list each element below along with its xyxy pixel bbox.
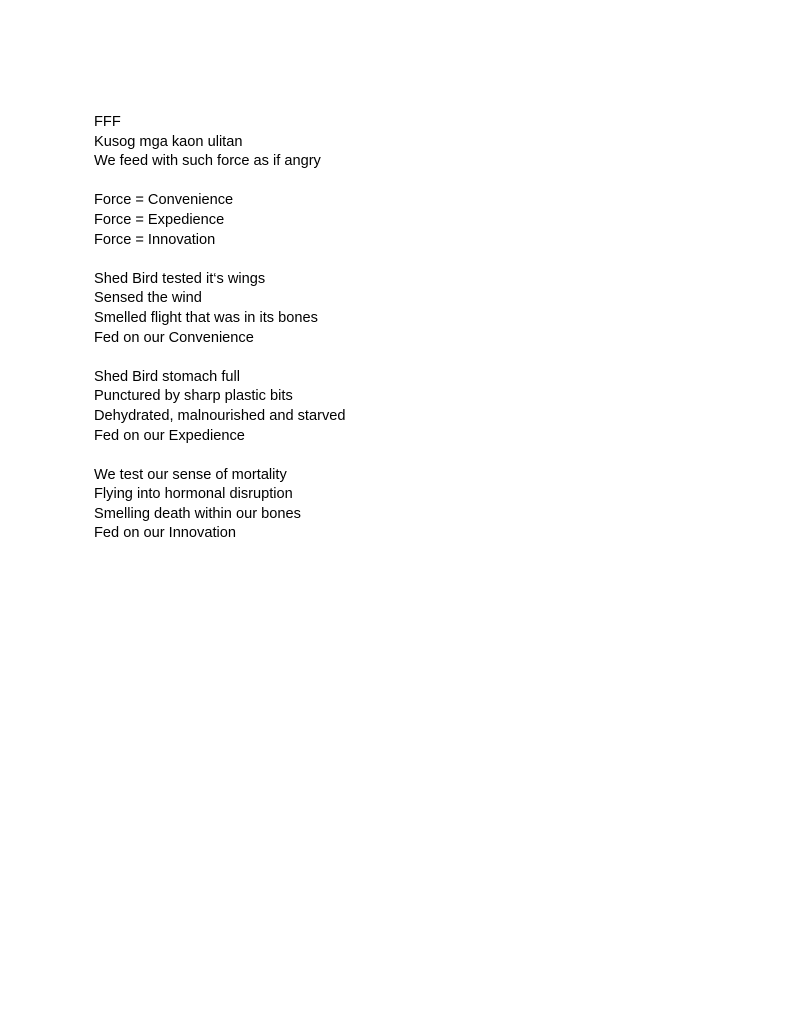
stanza-2 <box>94 191 734 250</box>
poem-line: Fed on our Expedience <box>94 427 245 444</box>
poem-line: Dehydrated, malnourished and starved <box>94 407 346 424</box>
poem-line: Force = Convenience <box>94 192 234 209</box>
poem-line: We test our sense of mortality <box>94 466 287 483</box>
stanza-4 <box>94 368 734 446</box>
poem-line: Sensed the wind <box>94 290 202 307</box>
poem-line: Force = Expedience <box>94 211 225 228</box>
poem-line: Smelling death within our bones <box>94 505 301 522</box>
poem-line: We feed with such force as if angry <box>94 153 321 170</box>
poem-line: Smelled flight that was in its bones <box>94 309 318 326</box>
poem-line: Kusog mga kaon ulitan <box>94 133 243 150</box>
poem-line: Punctured by sharp plastic bits <box>94 388 293 405</box>
stanza-5 <box>94 466 734 544</box>
document-page <box>94 113 734 564</box>
poem-line: Force = Innovation <box>94 231 216 248</box>
poem-line: Fed on our Convenience <box>94 329 254 346</box>
poem-line: Shed Bird tested it‘s wings <box>94 270 266 287</box>
poem-line: Fed on our Innovation <box>94 525 236 542</box>
poem-line: Flying into hormonal disruption <box>94 486 293 503</box>
poem-title: FFF <box>94 114 121 130</box>
stanza-1 <box>94 113 734 172</box>
poem-line: Shed Bird stomach full <box>94 368 241 385</box>
stanza-3 <box>94 270 734 348</box>
